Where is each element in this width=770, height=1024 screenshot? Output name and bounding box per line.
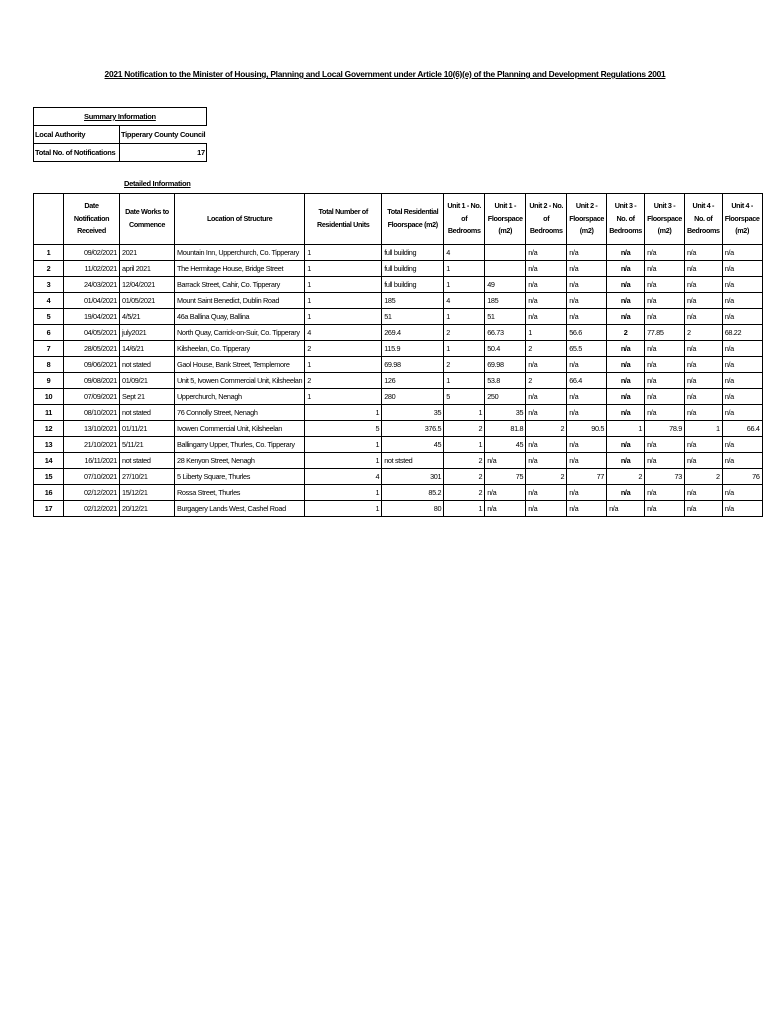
cell-total-residential-units: 5 — [305, 421, 382, 437]
cell-unit2-bedrooms: 2 — [526, 373, 567, 389]
cell-unit2-bedrooms: n/a — [526, 453, 567, 469]
cell-total-residential-units: 1 — [305, 277, 382, 293]
cell-total-residential-units: 1 — [305, 309, 382, 325]
cell-unit2-bedrooms: n/a — [526, 293, 567, 309]
cell-date-works-to-commence: 27/10/21 — [120, 469, 175, 485]
cell-unit4-bedrooms: n/a — [684, 261, 722, 277]
cell-date-notification-received: 19/04/2021 — [64, 309, 120, 325]
cell-location-of-structure: Upperchurch, Nenagh — [175, 389, 305, 405]
cell-date-notification-received: 24/03/2021 — [64, 277, 120, 293]
table-row — [34, 421, 763, 437]
cell-total-residential-units: 4 — [305, 469, 382, 485]
cell-location-of-structure: Barrack Street, Cahir, Co. Tipperary — [175, 277, 305, 293]
cell-unit2-bedrooms: n/a — [526, 501, 567, 517]
detailed-information-heading: Detailed Information — [124, 179, 191, 188]
table-row — [34, 405, 763, 421]
cell-date-works-to-commence: 01/05/2021 — [120, 293, 175, 309]
cell-unit3-floorspace: n/a — [645, 293, 685, 309]
column-header-unit1-bedrooms: Unit 1 - No. of Bedrooms — [444, 194, 485, 245]
table-row — [34, 501, 763, 517]
cell-date-works-to-commence: not stated — [120, 453, 175, 469]
cell-unit1-floorspace: 53.8 — [485, 373, 526, 389]
cell-total-residential-floorspace: 51 — [382, 309, 444, 325]
cell-date-notification-received: 11/02/2021 — [64, 261, 120, 277]
cell-location-of-structure: Mount Saint Benedict, Dublin Road — [175, 293, 305, 309]
cell-unit3-floorspace: n/a — [645, 277, 685, 293]
cell-date-works-to-commence: 14/6/21 — [120, 341, 175, 357]
cell-unit4-floorspace: n/a — [722, 405, 762, 421]
cell-unit2-floorspace: n/a — [567, 405, 607, 421]
cell-unit1-bedrooms: 2 — [444, 421, 485, 437]
cell-unit2-floorspace: 90.5 — [567, 421, 607, 437]
cell-row-number: 1 — [34, 245, 64, 261]
cell-date-notification-received: 04/05/2021 — [64, 325, 120, 341]
cell-unit4-floorspace: 66.4 — [722, 421, 762, 437]
cell-date-notification-received: 02/12/2021 — [64, 501, 120, 517]
cell-unit4-floorspace: n/a — [722, 245, 762, 261]
cell-row-number: 9 — [34, 373, 64, 389]
cell-unit1-floorspace: 250 — [485, 389, 526, 405]
column-header-unit2-bedrooms: Unit 2 - No. of Bedrooms — [526, 194, 567, 245]
cell-unit4-floorspace: n/a — [722, 357, 762, 373]
cell-unit1-floorspace: 49 — [485, 277, 526, 293]
cell-location-of-structure: 5 Liberty Square, Thurles — [175, 469, 305, 485]
notifications-table — [33, 193, 763, 517]
cell-unit1-floorspace: 50.4 — [485, 341, 526, 357]
cell-row-number: 5 — [34, 309, 64, 325]
cell-date-notification-received: 09/08/2021 — [64, 373, 120, 389]
cell-unit3-bedrooms: n/a — [607, 453, 645, 469]
cell-unit1-floorspace — [485, 245, 526, 261]
column-header-unit3-bedrooms: Unit 3 - No. of Bedrooms — [607, 194, 645, 245]
cell-unit2-floorspace: 65.5 — [567, 341, 607, 357]
cell-unit2-floorspace: 56.6 — [567, 325, 607, 341]
cell-row-number: 7 — [34, 341, 64, 357]
cell-unit3-floorspace: n/a — [645, 373, 685, 389]
cell-row-number: 2 — [34, 261, 64, 277]
cell-total-residential-units: 1 — [305, 453, 382, 469]
cell-unit1-bedrooms: 1 — [444, 277, 485, 293]
cell-unit1-bedrooms: 1 — [444, 373, 485, 389]
cell-total-residential-floorspace: 269.4 — [382, 325, 444, 341]
cell-date-notification-received: 09/06/2021 — [64, 357, 120, 373]
cell-date-notification-received: 07/10/2021 — [64, 469, 120, 485]
cell-unit3-bedrooms: n/a — [607, 309, 645, 325]
table-row — [34, 437, 763, 453]
cell-unit3-bedrooms: 1 — [607, 421, 645, 437]
cell-unit2-bedrooms: n/a — [526, 277, 567, 293]
cell-total-residential-units: 1 — [305, 293, 382, 309]
cell-unit1-floorspace: 69.98 — [485, 357, 526, 373]
cell-unit3-bedrooms: 2 — [607, 469, 645, 485]
cell-total-residential-floorspace: 80 — [382, 501, 444, 517]
column-header-row-number — [34, 194, 64, 245]
cell-row-number: 4 — [34, 293, 64, 309]
cell-location-of-structure: The Hermitage House, Bridge Street — [175, 261, 305, 277]
cell-unit1-bedrooms: 1 — [444, 261, 485, 277]
cell-unit2-bedrooms: n/a — [526, 261, 567, 277]
cell-row-number: 3 — [34, 277, 64, 293]
cell-date-notification-received: 21/10/2021 — [64, 437, 120, 453]
cell-unit1-bedrooms: 1 — [444, 309, 485, 325]
cell-unit4-floorspace: 68.22 — [722, 325, 762, 341]
column-header-unit1-floorspace: Unit 1 - Floorspace (m2) — [485, 194, 526, 245]
table-row — [34, 293, 763, 309]
cell-date-works-to-commence: not stated — [120, 357, 175, 373]
cell-location-of-structure: 28 Kenyon Street, Nenagh — [175, 453, 305, 469]
cell-unit1-bedrooms: 2 — [444, 469, 485, 485]
cell-unit4-bedrooms: n/a — [684, 341, 722, 357]
cell-unit2-floorspace: n/a — [567, 245, 607, 261]
cell-date-works-to-commence: not stated — [120, 405, 175, 421]
total-notifications-value: 17 — [120, 144, 207, 162]
cell-unit3-floorspace: n/a — [645, 245, 685, 261]
cell-unit4-bedrooms: n/a — [684, 453, 722, 469]
table-row — [34, 485, 763, 501]
cell-row-number: 13 — [34, 437, 64, 453]
cell-location-of-structure: Unit 5, Ivowen Commercial Unit, Kilsheelan — [175, 373, 305, 389]
cell-unit3-floorspace: n/a — [645, 341, 685, 357]
table-row — [34, 341, 763, 357]
summary-table — [33, 107, 207, 162]
cell-unit3-floorspace: n/a — [645, 453, 685, 469]
cell-total-residential-floorspace: 35 — [382, 405, 444, 421]
cell-unit3-bedrooms: n/a — [607, 373, 645, 389]
cell-row-number: 6 — [34, 325, 64, 341]
cell-total-residential-floorspace: 85.2 — [382, 485, 444, 501]
cell-total-residential-units: 1 — [305, 437, 382, 453]
cell-date-notification-received: 08/10/2021 — [64, 405, 120, 421]
cell-unit2-floorspace: n/a — [567, 309, 607, 325]
cell-unit2-floorspace: n/a — [567, 389, 607, 405]
cell-date-works-to-commence: Sept 21 — [120, 389, 175, 405]
cell-unit2-bedrooms: n/a — [526, 309, 567, 325]
cell-total-residential-floorspace: not ststed — [382, 453, 444, 469]
cell-location-of-structure: Rossa Street, Thurles — [175, 485, 305, 501]
cell-unit2-floorspace: 66.4 — [567, 373, 607, 389]
cell-unit4-floorspace: n/a — [722, 261, 762, 277]
column-header-unit4-bedrooms: Unit 4 - No. of Bedrooms — [684, 194, 722, 245]
cell-row-number: 10 — [34, 389, 64, 405]
cell-total-residential-floorspace: 301 — [382, 469, 444, 485]
cell-unit1-floorspace: n/a — [485, 501, 526, 517]
cell-unit3-bedrooms: n/a — [607, 261, 645, 277]
cell-unit1-bedrooms: 2 — [444, 453, 485, 469]
local-authority-label: Local Authority — [34, 126, 120, 144]
cell-unit1-bedrooms: 2 — [444, 357, 485, 373]
cell-row-number: 11 — [34, 405, 64, 421]
document-title: 2021 Notification to the Minister of Housing, Planning and Local Government under Article 10(6)(e) of the Planning and Development Regulations 2001 — [104, 69, 666, 79]
table-row — [34, 357, 763, 373]
cell-unit1-floorspace: 51 — [485, 309, 526, 325]
table-row — [34, 469, 763, 485]
cell-unit1-floorspace: n/a — [485, 453, 526, 469]
cell-date-works-to-commence: 20/12/21 — [120, 501, 175, 517]
cell-unit3-floorspace: n/a — [645, 485, 685, 501]
cell-unit4-floorspace: n/a — [722, 501, 762, 517]
cell-unit4-bedrooms: n/a — [684, 437, 722, 453]
cell-total-residential-floorspace: 115.9 — [382, 341, 444, 357]
cell-date-notification-received: 13/10/2021 — [64, 421, 120, 437]
cell-unit4-floorspace: n/a — [722, 437, 762, 453]
cell-unit1-bedrooms: 5 — [444, 389, 485, 405]
cell-location-of-structure: Gaol House, Bank Street, Templemore — [175, 357, 305, 373]
cell-unit4-floorspace: n/a — [722, 277, 762, 293]
cell-unit4-bedrooms: n/a — [684, 309, 722, 325]
cell-unit3-bedrooms: 2 — [607, 325, 645, 341]
cell-unit3-floorspace: n/a — [645, 405, 685, 421]
column-header-unit2-floorspace: Unit 2 - Floorspace (m2) — [567, 194, 607, 245]
cell-unit1-bedrooms: 1 — [444, 437, 485, 453]
cell-location-of-structure: Ivowen Commercial Unit, Kilsheelan — [175, 421, 305, 437]
cell-unit1-floorspace — [485, 261, 526, 277]
cell-date-works-to-commence: 2021 — [120, 245, 175, 261]
cell-total-residential-units: 1 — [305, 501, 382, 517]
cell-date-works-to-commence: april 2021 — [120, 261, 175, 277]
cell-unit2-bedrooms: n/a — [526, 405, 567, 421]
cell-unit2-floorspace: n/a — [567, 485, 607, 501]
cell-date-works-to-commence: 15/12/21 — [120, 485, 175, 501]
cell-unit2-bedrooms: n/a — [526, 357, 567, 373]
cell-unit3-floorspace: n/a — [645, 309, 685, 325]
cell-unit2-floorspace: n/a — [567, 277, 607, 293]
cell-unit4-bedrooms: n/a — [684, 389, 722, 405]
cell-unit1-floorspace: 75 — [485, 469, 526, 485]
cell-unit2-bedrooms: n/a — [526, 389, 567, 405]
cell-date-notification-received: 09/02/2021 — [64, 245, 120, 261]
summary-heading: Summary Information — [34, 108, 207, 126]
cell-unit2-floorspace: n/a — [567, 437, 607, 453]
cell-total-residential-floorspace: full building — [382, 277, 444, 293]
cell-date-works-to-commence: 4/5/21 — [120, 309, 175, 325]
cell-total-residential-units: 4 — [305, 325, 382, 341]
cell-row-number: 8 — [34, 357, 64, 373]
cell-unit3-bedrooms: n/a — [607, 341, 645, 357]
cell-unit4-floorspace: n/a — [722, 485, 762, 501]
table-row — [34, 245, 763, 261]
column-header-date-works-to-commence: Date Works to Commence — [120, 194, 175, 245]
table-row — [34, 277, 763, 293]
cell-total-residential-units: 1 — [305, 389, 382, 405]
cell-unit4-bedrooms: n/a — [684, 485, 722, 501]
cell-unit2-floorspace: 77 — [567, 469, 607, 485]
table-row — [34, 309, 763, 325]
cell-unit2-bedrooms: n/a — [526, 485, 567, 501]
cell-unit2-bedrooms: n/a — [526, 245, 567, 261]
cell-unit4-floorspace: 76 — [722, 469, 762, 485]
table-row — [34, 389, 763, 405]
cell-unit2-bedrooms: 2 — [526, 341, 567, 357]
cell-unit3-bedrooms: n/a — [607, 293, 645, 309]
cell-unit2-floorspace: n/a — [567, 357, 607, 373]
cell-unit2-bedrooms: 2 — [526, 421, 567, 437]
column-header-date-notification-received: Date Notification Received — [64, 194, 120, 245]
cell-total-residential-floorspace: 126 — [382, 373, 444, 389]
cell-row-number: 17 — [34, 501, 64, 517]
cell-unit1-floorspace: 81.8 — [485, 421, 526, 437]
cell-date-works-to-commence: 12/04/2021 — [120, 277, 175, 293]
cell-unit2-floorspace: n/a — [567, 501, 607, 517]
cell-unit3-bedrooms: n/a — [607, 405, 645, 421]
cell-unit2-floorspace: n/a — [567, 293, 607, 309]
cell-unit4-bedrooms: n/a — [684, 373, 722, 389]
cell-unit1-floorspace: 45 — [485, 437, 526, 453]
cell-row-number: 12 — [34, 421, 64, 437]
table-row — [34, 373, 763, 389]
total-notifications-label: Total No. of Notifications — [34, 144, 120, 162]
cell-unit1-bedrooms: 4 — [444, 293, 485, 309]
cell-unit1-bedrooms: 2 — [444, 325, 485, 341]
cell-unit4-bedrooms: n/a — [684, 293, 722, 309]
cell-unit1-bedrooms: 1 — [444, 501, 485, 517]
cell-unit2-bedrooms: 2 — [526, 469, 567, 485]
header-row — [34, 194, 763, 245]
cell-location-of-structure: Ballingarry Upper, Thurles, Co. Tipperary — [175, 437, 305, 453]
cell-date-notification-received: 16/11/2021 — [64, 453, 120, 469]
cell-unit3-bedrooms: n/a — [607, 357, 645, 373]
cell-unit1-bedrooms: 1 — [444, 341, 485, 357]
cell-date-works-to-commence: 5/11/21 — [120, 437, 175, 453]
column-header-total-residential-floorspace: Total Residential Floorspace (m2) — [382, 194, 444, 245]
cell-unit1-floorspace: 185 — [485, 293, 526, 309]
cell-location-of-structure: Mountain Inn, Upperchurch, Co. Tipperary — [175, 245, 305, 261]
cell-unit4-floorspace: n/a — [722, 293, 762, 309]
cell-unit3-bedrooms: n/a — [607, 501, 645, 517]
column-header-unit4-floorspace: Unit 4 - Floorspace (m2) — [722, 194, 762, 245]
cell-unit3-floorspace: 77.85 — [645, 325, 685, 341]
cell-total-residential-floorspace: 280 — [382, 389, 444, 405]
cell-unit4-floorspace: n/a — [722, 341, 762, 357]
cell-row-number: 15 — [34, 469, 64, 485]
cell-date-notification-received: 02/12/2021 — [64, 485, 120, 501]
cell-total-residential-units: 1 — [305, 357, 382, 373]
cell-unit1-floorspace: 66.73 — [485, 325, 526, 341]
cell-unit4-floorspace: n/a — [722, 373, 762, 389]
cell-unit4-floorspace: n/a — [722, 309, 762, 325]
cell-total-residential-floorspace: 376.5 — [382, 421, 444, 437]
cell-unit4-floorspace: n/a — [722, 389, 762, 405]
column-header-location-of-structure: Location of Structure — [175, 194, 305, 245]
cell-total-residential-units: 2 — [305, 341, 382, 357]
cell-unit3-floorspace: n/a — [645, 437, 685, 453]
table-row — [34, 325, 763, 341]
cell-total-residential-floorspace: full building — [382, 261, 444, 277]
cell-location-of-structure: 76 Connolly Street, Nenagh — [175, 405, 305, 421]
cell-unit1-floorspace: n/a — [485, 485, 526, 501]
cell-row-number: 16 — [34, 485, 64, 501]
cell-unit3-bedrooms: n/a — [607, 485, 645, 501]
cell-unit1-bedrooms: 4 — [444, 245, 485, 261]
cell-date-works-to-commence: 01/11/21 — [120, 421, 175, 437]
cell-date-works-to-commence: 01/09/21 — [120, 373, 175, 389]
cell-unit3-floorspace: n/a — [645, 389, 685, 405]
cell-unit4-bedrooms: n/a — [684, 405, 722, 421]
cell-unit4-bedrooms: n/a — [684, 277, 722, 293]
cell-unit4-bedrooms: 2 — [684, 469, 722, 485]
cell-unit4-bedrooms: 1 — [684, 421, 722, 437]
cell-unit2-floorspace: n/a — [567, 453, 607, 469]
table-row — [34, 453, 763, 469]
column-header-unit3-floorspace: Unit 3 - Floorspace (m2) — [645, 194, 685, 245]
cell-total-residential-floorspace: full building — [382, 245, 444, 261]
cell-total-residential-units: 1 — [305, 405, 382, 421]
cell-row-number: 14 — [34, 453, 64, 469]
cell-total-residential-units: 1 — [305, 485, 382, 501]
cell-unit2-bedrooms: n/a — [526, 437, 567, 453]
cell-total-residential-floorspace: 69.98 — [382, 357, 444, 373]
cell-date-notification-received: 07/09/2021 — [64, 389, 120, 405]
cell-location-of-structure: North Quay, Carrick-on-Suir, Co. Tipperary — [175, 325, 305, 341]
cell-unit4-bedrooms: n/a — [684, 357, 722, 373]
cell-unit4-floorspace: n/a — [722, 453, 762, 469]
cell-unit4-bedrooms: 2 — [684, 325, 722, 341]
cell-unit3-bedrooms: n/a — [607, 437, 645, 453]
cell-unit1-floorspace: 35 — [485, 405, 526, 421]
cell-total-residential-units: 1 — [305, 245, 382, 261]
cell-unit3-floorspace: n/a — [645, 501, 685, 517]
cell-unit3-bedrooms: n/a — [607, 277, 645, 293]
table-row — [34, 261, 763, 277]
cell-unit4-bedrooms: n/a — [684, 245, 722, 261]
cell-total-residential-floorspace: 185 — [382, 293, 444, 309]
cell-location-of-structure: 46a Ballina Quay, Ballina — [175, 309, 305, 325]
column-header-total-residential-units: Total Number of Residential Units — [305, 194, 382, 245]
cell-unit1-bedrooms: 2 — [444, 485, 485, 501]
cell-unit4-bedrooms: n/a — [684, 501, 722, 517]
cell-total-residential-units: 2 — [305, 373, 382, 389]
cell-date-notification-received: 01/04/2021 — [64, 293, 120, 309]
cell-unit3-floorspace: 78.9 — [645, 421, 685, 437]
cell-date-works-to-commence: july2021 — [120, 325, 175, 341]
cell-total-residential-floorspace: 45 — [382, 437, 444, 453]
cell-unit3-bedrooms: n/a — [607, 389, 645, 405]
local-authority-value: Tipperary County Council — [121, 129, 206, 139]
cell-unit3-bedrooms: n/a — [607, 245, 645, 261]
cell-unit1-bedrooms: 1 — [444, 405, 485, 421]
cell-unit3-floorspace: n/a — [645, 261, 685, 277]
cell-date-notification-received: 28/05/2021 — [64, 341, 120, 357]
cell-unit2-floorspace: n/a — [567, 261, 607, 277]
cell-unit2-bedrooms: 1 — [526, 325, 567, 341]
cell-unit3-floorspace: 73 — [645, 469, 685, 485]
cell-location-of-structure: Kilsheelan, Co. Tipperary — [175, 341, 305, 357]
cell-unit3-floorspace: n/a — [645, 357, 685, 373]
cell-total-residential-units: 1 — [305, 261, 382, 277]
cell-location-of-structure: Burgagery Lands West, Cashel Road — [175, 501, 305, 517]
